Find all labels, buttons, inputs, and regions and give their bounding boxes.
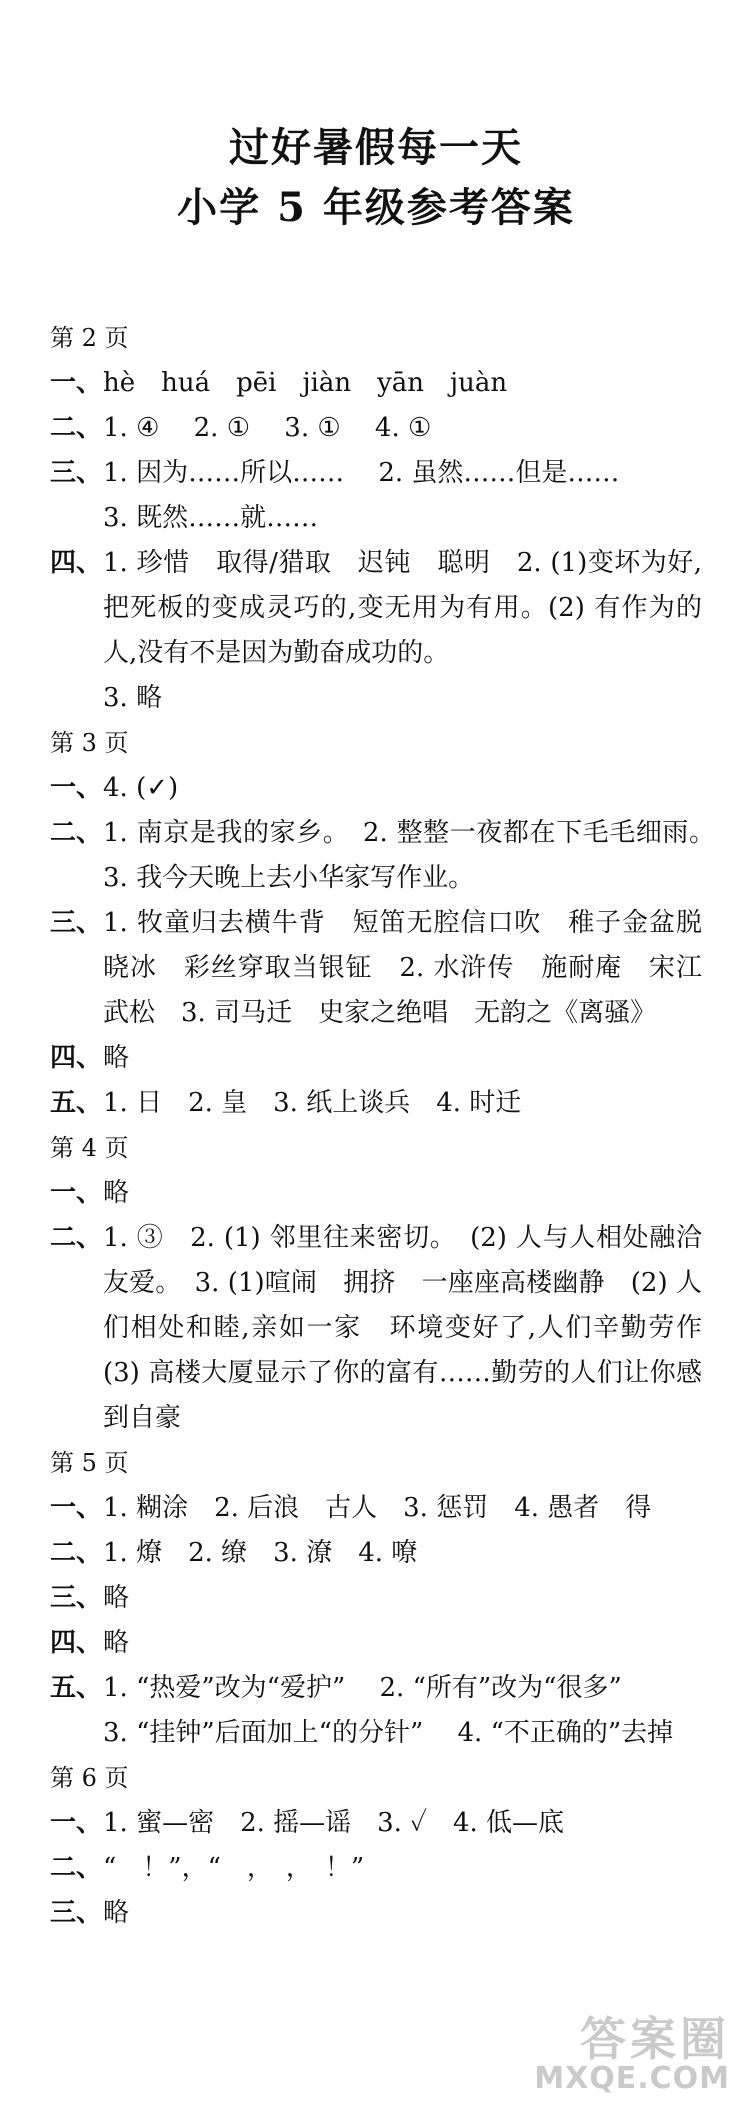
title-block xyxy=(50,118,702,238)
answer-row xyxy=(50,1711,702,1756)
question-number: 一、 xyxy=(50,368,103,398)
answer-row xyxy=(50,1891,702,1936)
question-number: 三、 xyxy=(50,1898,103,1928)
answer-row xyxy=(50,1036,702,1081)
page-heading: 第 3 页 xyxy=(50,729,129,757)
question-number: 一、 xyxy=(50,1808,103,1838)
answer-text: 1. 牧童归去横牛背 短笛无腔信口吹 稚子金盆脱晓冰 彩丝穿取当银钲 2. 水浒传 施耐庵 宋江 武松 3. 司马迁 史家之绝唱 无韵之《离骚》 xyxy=(103,908,729,1028)
watermark-logo xyxy=(460,2003,730,2099)
answer-row xyxy=(50,1531,702,1576)
document-subtitle: 小学 5 年级参考答案 xyxy=(177,184,575,231)
answer-text: 1. “热爱”改为“爱护” 2. “所有”改为“很多” xyxy=(103,1673,622,1703)
question-number: 三、 xyxy=(50,908,103,938)
answer-text: 1. ④ 2. ① 3. ① 4. ① xyxy=(103,413,432,443)
answer-text: hè huá pēi jiàn yān juàn xyxy=(103,368,508,398)
answer-row xyxy=(50,1081,702,1126)
question-number: 四、 xyxy=(50,1628,103,1658)
question-number: 二、 xyxy=(50,1538,103,1568)
watermark-url: MXQE.COM xyxy=(534,2061,730,2096)
question-number: 四、 xyxy=(50,1043,103,1073)
question-number: 一、 xyxy=(50,1178,103,1208)
answer-row xyxy=(50,406,702,451)
answer-row xyxy=(50,361,702,406)
answer-text: 略 xyxy=(103,1043,130,1073)
watermark-text: 答案圈 xyxy=(580,2012,730,2066)
answer-text: 3. “挂钟”后面加上“的分针” 4. “不正确的”去掉 xyxy=(103,1718,674,1748)
answer-row xyxy=(50,901,729,1036)
answer-row xyxy=(50,1801,702,1846)
document-title: 过好暑假每一天 xyxy=(229,124,523,171)
answer-row xyxy=(50,496,702,541)
question-number xyxy=(50,496,103,541)
answer-text: 略 xyxy=(103,1898,130,1928)
question-number xyxy=(50,1711,103,1756)
answer-row xyxy=(50,811,729,901)
answer-row xyxy=(50,766,702,811)
answer-text: 1. 糊涂 2. 后浪 古人 3. 惩罚 4. 愚者 得 xyxy=(103,1493,652,1523)
answer-text: 1. 南京是我的家乡。 2. 整整一夜都在下毛毛细雨。 3. 我今天晚上去小华家写作业。 xyxy=(103,818,729,893)
question-number: 一、 xyxy=(50,1493,103,1523)
answer-text: 1. 蜜—密 2. 摇—谣 3. ✓ 4. 低—底 xyxy=(103,1808,565,1838)
answer-text: 略 xyxy=(103,1178,130,1208)
answer-text: 1. 因为……所以…… 2. 虽然……但是…… xyxy=(103,458,620,488)
answer-row xyxy=(50,1171,702,1216)
answer-row xyxy=(50,451,702,496)
answer-text: 3. 既然……就…… xyxy=(103,503,319,533)
answer-row xyxy=(50,1621,702,1666)
answer-content xyxy=(50,316,729,1936)
answer-row xyxy=(50,1666,702,1711)
page-heading: 第 5 页 xyxy=(50,1449,129,1477)
question-number xyxy=(50,676,103,721)
question-number: 三、 xyxy=(50,458,103,488)
answer-row xyxy=(50,541,702,676)
answer-text: 1. 珍惜 取得/猎取 迟钝 聪明 2. (1)变坏为好,把死板的变成灵巧的,变无用为有用。(2) 有作为的人,没有不是因为勤奋成功的。 xyxy=(103,548,702,668)
answer-row xyxy=(50,676,702,721)
page-heading: 第 6 页 xyxy=(50,1764,129,1792)
answer-text: 4. (✓) xyxy=(103,773,179,803)
answer-text: 1. ③ 2. (1) 邻里往来密切。 (2) 人与人相处融洽友爱。 3. (1)喧闹 拥挤 一座座高楼幽静 (2) 人们相处和睦,亲如一家 环境变好了,人们辛勤劳作 (3) 高楼大厦显示了你的富有……勤劳的人们让你感到自豪 xyxy=(103,1223,729,1433)
page-heading: 第 2 页 xyxy=(50,324,129,352)
question-number: 三、 xyxy=(50,1583,103,1613)
question-number: 二、 xyxy=(50,818,103,848)
answer-row xyxy=(50,1216,729,1441)
answer-text: 3. 略 xyxy=(103,683,163,713)
question-number: 二、 xyxy=(50,1223,103,1253)
answer-row xyxy=(50,1846,702,1891)
answer-text: 略 xyxy=(103,1583,130,1613)
answer-text: 1. 燎 2. 缭 3. 潦 4. 嘹 xyxy=(103,1538,418,1568)
answer-row xyxy=(50,1486,702,1531)
question-number: 五、 xyxy=(50,1088,103,1118)
question-number: 五、 xyxy=(50,1673,103,1703)
answer-text: “ ！”，“ ， ， ！” xyxy=(103,1853,365,1883)
page-heading: 第 4 页 xyxy=(50,1134,129,1162)
question-number: 二、 xyxy=(50,413,103,443)
answer-row xyxy=(50,1576,702,1621)
answer-text: 略 xyxy=(103,1628,130,1658)
question-number: 四、 xyxy=(50,548,103,578)
answer-text: 1. 日 2. 皇 3. 纸上谈兵 4. 时迁 xyxy=(103,1088,522,1118)
question-number: 一、 xyxy=(50,773,103,803)
question-number: 二、 xyxy=(50,1853,103,1883)
